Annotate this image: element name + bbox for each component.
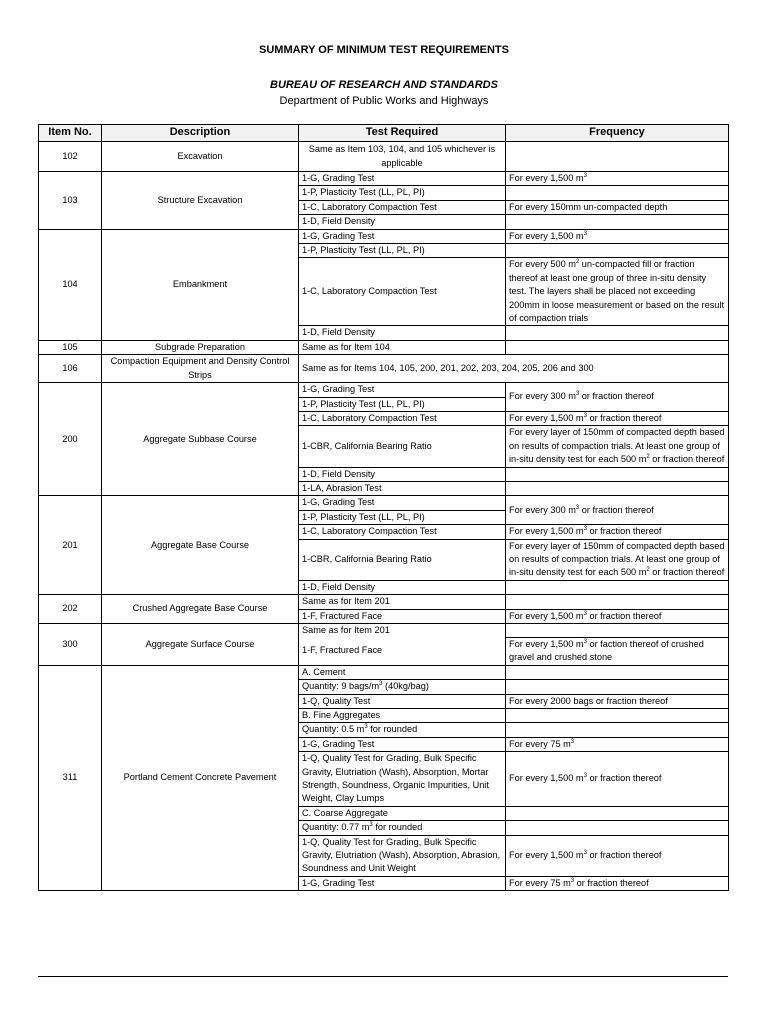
frequency [506,326,729,340]
test-required: 1-G, Grading Test [299,737,506,751]
footer-divider [38,976,728,977]
frequency: For every 75 $m^3$ or fraction thereof [506,876,729,890]
frequency: For every 1,500 $m^3$ or fraction thereof [506,609,729,623]
test-required: 1-P, Plasticity Test (LL, PL, PI) [299,244,506,258]
item-number: 300 [39,624,102,666]
item-number: 311 [39,665,102,891]
test-required: 1-Q, Quality Test for Grading, Bulk Specific Gravity, Elutriation (Wash), Absorption, Mortar Strength, Soundness, Organic Impurities, Unit Weight, Clay Lumps [299,752,506,807]
table-row [39,142,729,172]
test-required: 1-CBR, California Bearing Ratio [299,426,506,467]
col-header-test-required: Test Required [299,125,506,142]
col-header-frequency: Frequency [506,125,729,142]
table-row [39,172,729,186]
frequency: For every 300 $m^3$ or fraction thereof [506,383,729,412]
frequency: For every 500 $m^2$ un-compacted fill or fraction thereof at least one group of three in-situ density test. The layers shall be placed not exceeding 200mm in loose measurement or based on the result of compaction trials [506,258,729,326]
item-description: Aggregate Surface Course [102,624,299,666]
test-required: Same as Item 103, 104, and 105 whichever is applicable [299,142,506,172]
test-required: Quantity: 9 bags/$m^3$ (40kg/bag) [299,680,506,694]
table-row [39,355,729,383]
table-row [39,229,729,243]
item-number: 201 [39,496,102,595]
test-required: 1-C, Laboratory Compaction Test [299,258,506,326]
item-number: 106 [39,355,102,383]
test-required: Quantity: 0.5 $m^3$ for rounded [299,723,506,737]
table-row [39,496,729,510]
frequency: For every 1,500 $m^3$ or faction thereof of crushed gravel and crushed stone [506,637,729,665]
frequency [506,665,729,679]
test-required: Same as for Item 201 [299,595,506,609]
item-description: Compaction Equipment and Density Control Strips [102,355,299,383]
frequency: For every layer of 150mm of compacted depth based on results of compaction trials. At least one group of in-situ density test for each 500 $m^2$ or fraction thereof [506,426,729,467]
item-description: Aggregate Base Course [102,496,299,595]
table-row [39,383,729,397]
test-required: 1-G, Grading Test [299,172,506,186]
test-required: Same as for Items 104, 105, 200, 201, 202, 203, 204, 205, 206 and 300 [299,355,729,383]
frequency: For every 2000 bags or fraction thereof [506,694,729,708]
frequency [506,680,729,694]
test-required: 1-C, Laboratory Compaction Test [299,411,506,425]
item-description: Embankment [102,229,299,340]
frequency [506,340,729,354]
test-required: 1-G, Grading Test [299,383,506,397]
frequency: For every 1,500 $m^3$ [506,229,729,243]
test-required: 1-P, Plasticity Test (LL, PL, PI) [299,510,506,524]
test-required: 1-C, Laboratory Compaction Test [299,525,506,539]
bureau-name: BUREAU OF RESEARCH AND STANDARDS [270,79,498,91]
frequency [506,806,729,820]
test-required: 1-G, Grading Test [299,229,506,243]
test-required: A. Cement [299,665,506,679]
test-required: 1-D, Field Density [299,326,506,340]
test-required: Same as for Item 104 [299,340,506,354]
item-number: 105 [39,340,102,354]
document-title: SUMMARY OF MINIMUM TEST REQUIREMENTS [259,44,509,56]
test-required: 1-CBR, California Bearing Ratio [299,539,506,580]
table-header-row [39,125,729,142]
test-required: 1-F, Fractured Face [299,609,506,623]
frequency: For every 1,500 $m^3$ or fraction thereof [506,411,729,425]
test-required: 1-Q, Quality Test [299,694,506,708]
frequency [506,821,729,835]
test-required: 1-G, Grading Test [299,496,506,510]
item-number: 102 [39,142,102,172]
frequency: For every 150mm un-compacted depth [506,200,729,214]
test-required: Same as for Item 201 [299,624,506,638]
item-description: Excavation [102,142,299,172]
item-number: 104 [39,229,102,340]
frequency: For every 1,500 $m^3$ [506,172,729,186]
test-required: 1-D, Field Density [299,580,506,594]
frequency: For every 300 $m^3$ or fraction thereof [506,496,729,525]
test-required: 1-P, Plasticity Test (LL, PL, PI) [299,186,506,200]
frequency: For every 1,500 $m^3$ or fraction thereof [506,525,729,539]
frequency [506,186,729,200]
frequency: For every 1,500 $m^3$ or fraction thereof [506,752,729,807]
item-description: Portland Cement Concrete Pavement [102,665,299,891]
table-row [39,665,729,679]
table-row [39,624,729,638]
frequency [506,467,729,481]
test-required: 1-G, Grading Test [299,876,506,890]
item-description: Crushed Aggregate Base Course [102,595,299,624]
frequency [506,481,729,495]
frequency [506,708,729,722]
frequency [506,723,729,737]
frequency [506,244,729,258]
item-description: Structure Excavation [102,172,299,230]
frequency [506,580,729,594]
test-required: 1-LA, Abrasion Test [299,481,506,495]
test-requirements-table [38,124,729,891]
item-number: 202 [39,595,102,624]
test-required: 1-C, Laboratory Compaction Test [299,200,506,214]
test-required: B. Fine Aggregates [299,708,506,722]
test-required: 1-D, Field Density [299,467,506,481]
frequency: For every 1,500 $m^3$ or fraction thereof [506,835,729,876]
frequency: For every 75 $m^3$ [506,737,729,751]
frequency [506,215,729,229]
frequency [506,142,729,172]
item-number: 200 [39,383,102,496]
frequency [506,624,729,638]
test-required: 1-Q, Quality Test for Grading, Bulk Specific Gravity, Elutriation (Wash), Absorption, Abrasion, Soundness and Unit Weight [299,835,506,876]
table-row [39,595,729,609]
test-required: 1-D, Field Density [299,215,506,229]
item-number: 103 [39,172,102,230]
item-description: Aggregate Subbase Course [102,383,299,496]
item-description: Subgrade Preparation [102,340,299,354]
col-header-item-no: Item No. [39,125,102,142]
test-required: Quantity: 0.77 $m^3$ for rounded [299,821,506,835]
test-required: 1-P, Plasticity Test (LL, PL, PI) [299,397,506,411]
department-name: Department of Public Works and Highways [279,95,489,107]
frequency [506,595,729,609]
frequency: For every layer of 150mm of compacted depth based on results of compaction trials. At least one group of in-situ density test for each 500 $m^2$ or fraction thereof [506,539,729,580]
col-header-description: Description [102,125,299,142]
table-row [39,340,729,354]
test-required: 1-F, Fractured Face [299,637,506,665]
test-required: C. Coarse Aggregate [299,806,506,820]
